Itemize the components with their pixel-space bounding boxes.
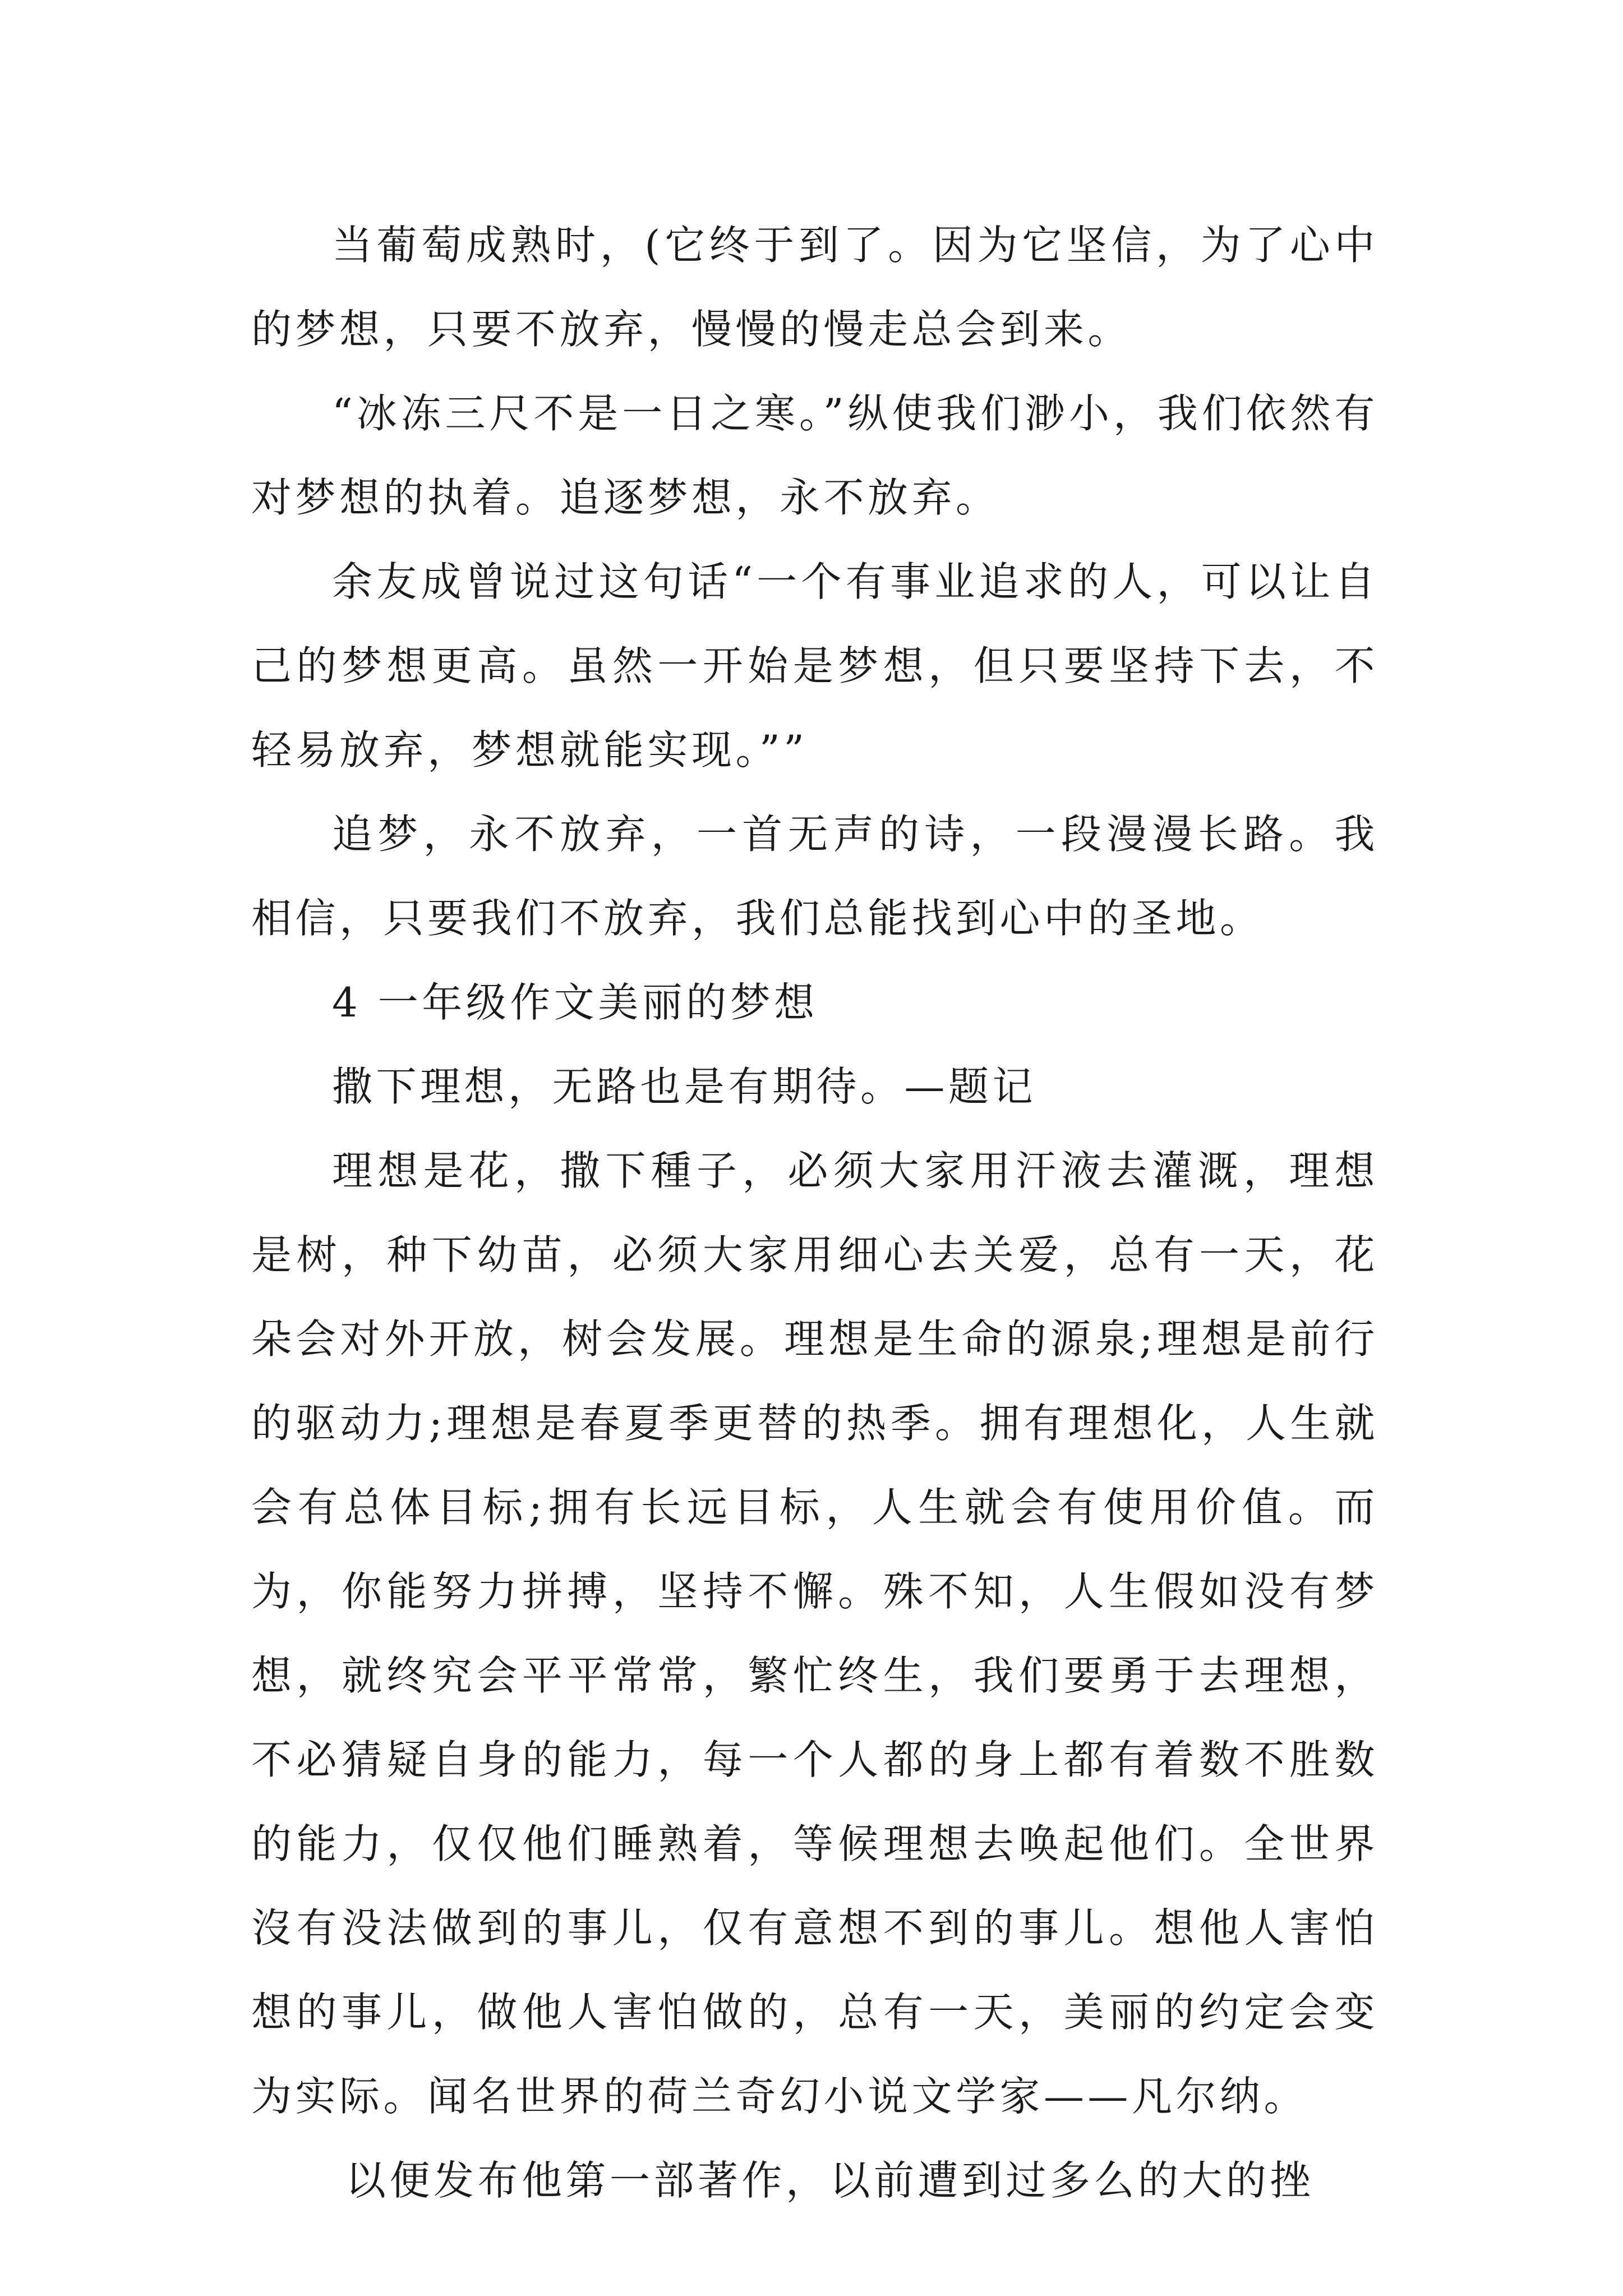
paragraph-proverb: “冰冻三尺不是一日之寒。”纵使我们渺小，我们依然有对梦想的执着。追逐梦想，永不放弃。 — [251, 390, 1378, 521]
paragraph-continuation: 以便发布他第一部著作，以前遭到过多么的大的挫 — [345, 2157, 1315, 2204]
paragraph-dream-chase: 追梦，永不放弃，一首无声的诗，一段漫漫长路。我相信，只要我们不放弃，我们总能找到心中的圣地。 — [251, 811, 1378, 942]
section-heading: 4 一年级作文美丽的梦想 — [332, 979, 818, 1026]
paragraph-grape: 当葡萄成熟时，(它终于到了。因为它坚信，为了心中的梦想，只要不放弃，慢慢的慢走总会到来。 — [251, 222, 1378, 353]
paragraph-quote: 余友成曾说过这句话“一个有事业追求的人，可以让自己的梦想更高。虽然一开始是梦想，但只要坚持下去，不轻易放弃，梦想就能实现。”” — [251, 558, 1378, 774]
epigraph: 撒下理想，无路也是有期待。—题记 — [332, 1063, 1037, 1110]
document-page — [251, 203, 1378, 2223]
paragraph-ideal: 理想是花，撒下種子，必须大家用汗液去灌溉，理想是树，种下幼苗，必须大家用细心去关爱，总有一天，花朵会对外开放，树会发展。理想是生命的源泉;理想是前行的驱动力;理想是春夏季更替的热季。拥有理想化，人生就会有总体目标;拥有长远目标，人生就会有使用价值。而为，你能努力拼搏，坚持不懈。殊不知，人生假如没有梦想，就终究会平平常常，繁忙终生，我们要勇于去理想，不必猜疑自身的能力，每一个人都的身上都有着数不胜数的能力，仅仅他们睡熟着，等候理想去唤起他们。全世界沒有没法做到的事儿，仅有意想不到的事儿。想他人害怕想的事儿，做他人害怕做的，总有一天，美丽的约定会变为实际。闻名世界的荷兰奇幻小说文学家——凡尔纳。 — [251, 1147, 1378, 2120]
